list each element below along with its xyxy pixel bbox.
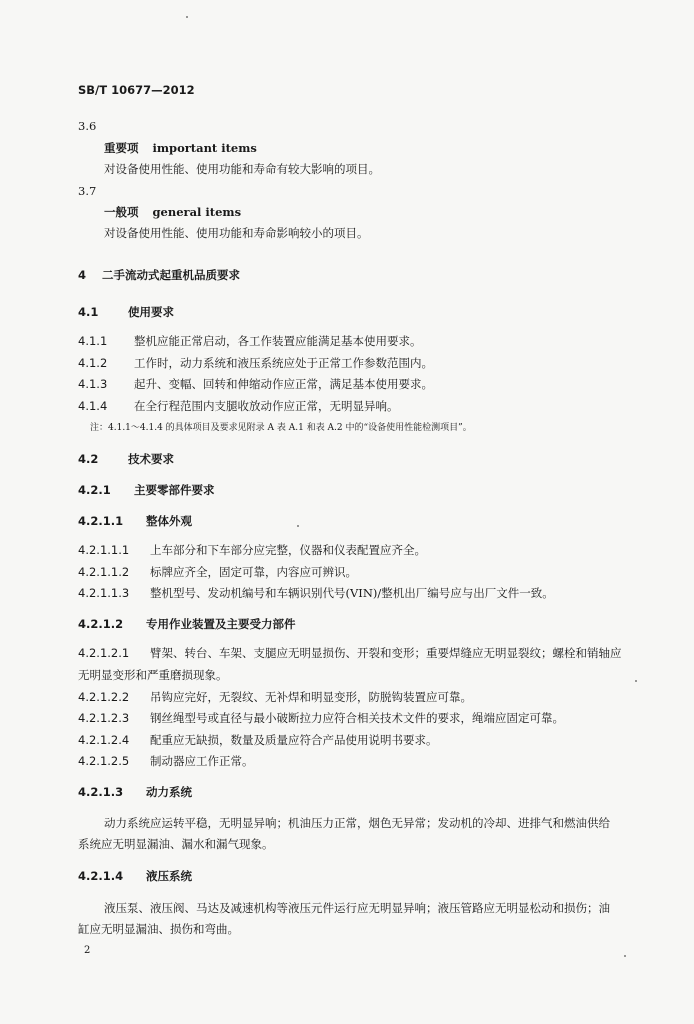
paragraph-line: 液压泵、液压阀、马达及减速机构等液压元件运行应无明显异响；液压管路应无明显松动和损伤；油: [104, 901, 610, 915]
list-item: 4.2.1.1.2 标牌应齐全，固定可靠，内容应可辨识。: [78, 565, 357, 579]
list-item: 4.2.1.2.1 臂架、转台、车架、支腿应无明显损伤、开裂和变形；重要焊缝应无明显裂纹；螺栓和销轴应: [78, 646, 622, 660]
clause-3-6-number: 3.6: [78, 119, 97, 133]
section-4-heading: 4 二手流动式起重机品质要求: [78, 268, 240, 282]
list-item: 4.2.1.2.2 吊钩应完好，无裂纹、无补焊和明显变形，防脱钩装置应可靠。: [78, 690, 472, 704]
standard-number: SB/T 10677—2012: [78, 83, 195, 97]
list-item: 4.1.2 工作时，动力系统和液压系统应处于正常工作参数范围内。: [78, 356, 433, 370]
paragraph-line: 动力系统应运转平稳，无明显异响；机油压力正常，烟色无异常；发动机的冷却、进排气和燃油供给: [104, 816, 610, 830]
definition-text: 对设备使用性能、使用功能和寿命影响较小的项目。: [104, 226, 369, 240]
term-en: general items: [152, 205, 242, 219]
scan-speck: [635, 680, 637, 682]
paragraph-line: 系统应无明显漏油、漏水和漏气现象。: [78, 837, 274, 851]
section-4-2-1-heading: 4.2.1 主要零部件要求: [78, 483, 215, 497]
term-general: [104, 204, 634, 220]
list-item: 4.2.1.2.4 配重应无缺损，数量及质量应符合产品使用说明书要求。: [78, 733, 438, 747]
term-zh: 一般项: [104, 205, 139, 219]
term-zh: 重要项: [104, 141, 139, 155]
term-important: [104, 140, 634, 156]
section-4-2-1-3-heading: 4.2.1.3 动力系统: [78, 785, 192, 799]
term-en: important items: [152, 141, 257, 155]
section-4-2-heading: 4.2 技术要求: [78, 452, 174, 466]
clause-3-7-number: 3.7: [78, 184, 97, 198]
paragraph-line: 缸应无明显漏油、损伤和弯曲。: [78, 922, 239, 936]
note-text: 注：4.1.1～4.1.4 的具体项目及要求见附录 A 表 A.1 和表 A.2 中的“设备使用性能检测项目”。: [90, 423, 472, 433]
list-item: 4.1.4 在全行程范围内支腿收放动作应正常，无明显异响。: [78, 399, 399, 413]
section-4-1-heading: 4.1 使用要求: [78, 305, 174, 319]
list-item: 4.2.1.1.1 上车部分和下车部分应完整，仪器和仪表配置应齐全。: [78, 543, 426, 557]
list-item: 4.2.1.1.3 整机型号、发动机编号和车辆识别代号(VIN)/整机出厂编号应与出厂文件一致。: [78, 586, 554, 600]
scan-speck: [186, 16, 188, 18]
section-4-2-1-2-heading: 4.2.1.2 专用作业装置及主要受力部件: [78, 617, 296, 631]
section-4-2-1-4-heading: 4.2.1.4 液压系统: [78, 869, 192, 883]
scan-speck: [624, 955, 626, 957]
list-item: 4.2.1.2.3 钢丝绳型号或直径与最小破断拉力应符合相关技术文件的要求，绳端应固定可靠。: [78, 711, 564, 725]
page-number: 2: [84, 945, 91, 956]
scan-speck: [297, 525, 299, 527]
section-4-2-1-1-heading: 4.2.1.1 整体外观: [78, 514, 192, 528]
list-item: 4.2.1.2.5 制动器应工作正常。: [78, 754, 254, 768]
list-item: 4.1.1 整机应能正常启动，各工作装置应能满足基本使用要求。: [78, 334, 422, 348]
list-item-continuation: 无明显变形和严重磨损现象。: [78, 668, 228, 682]
list-item: 4.1.3 起升、变幅、回转和伸缩动作应正常，满足基本使用要求。: [78, 377, 433, 391]
definition-text: 对设备使用性能、使用功能和寿命有较大影响的项目。: [104, 162, 380, 176]
